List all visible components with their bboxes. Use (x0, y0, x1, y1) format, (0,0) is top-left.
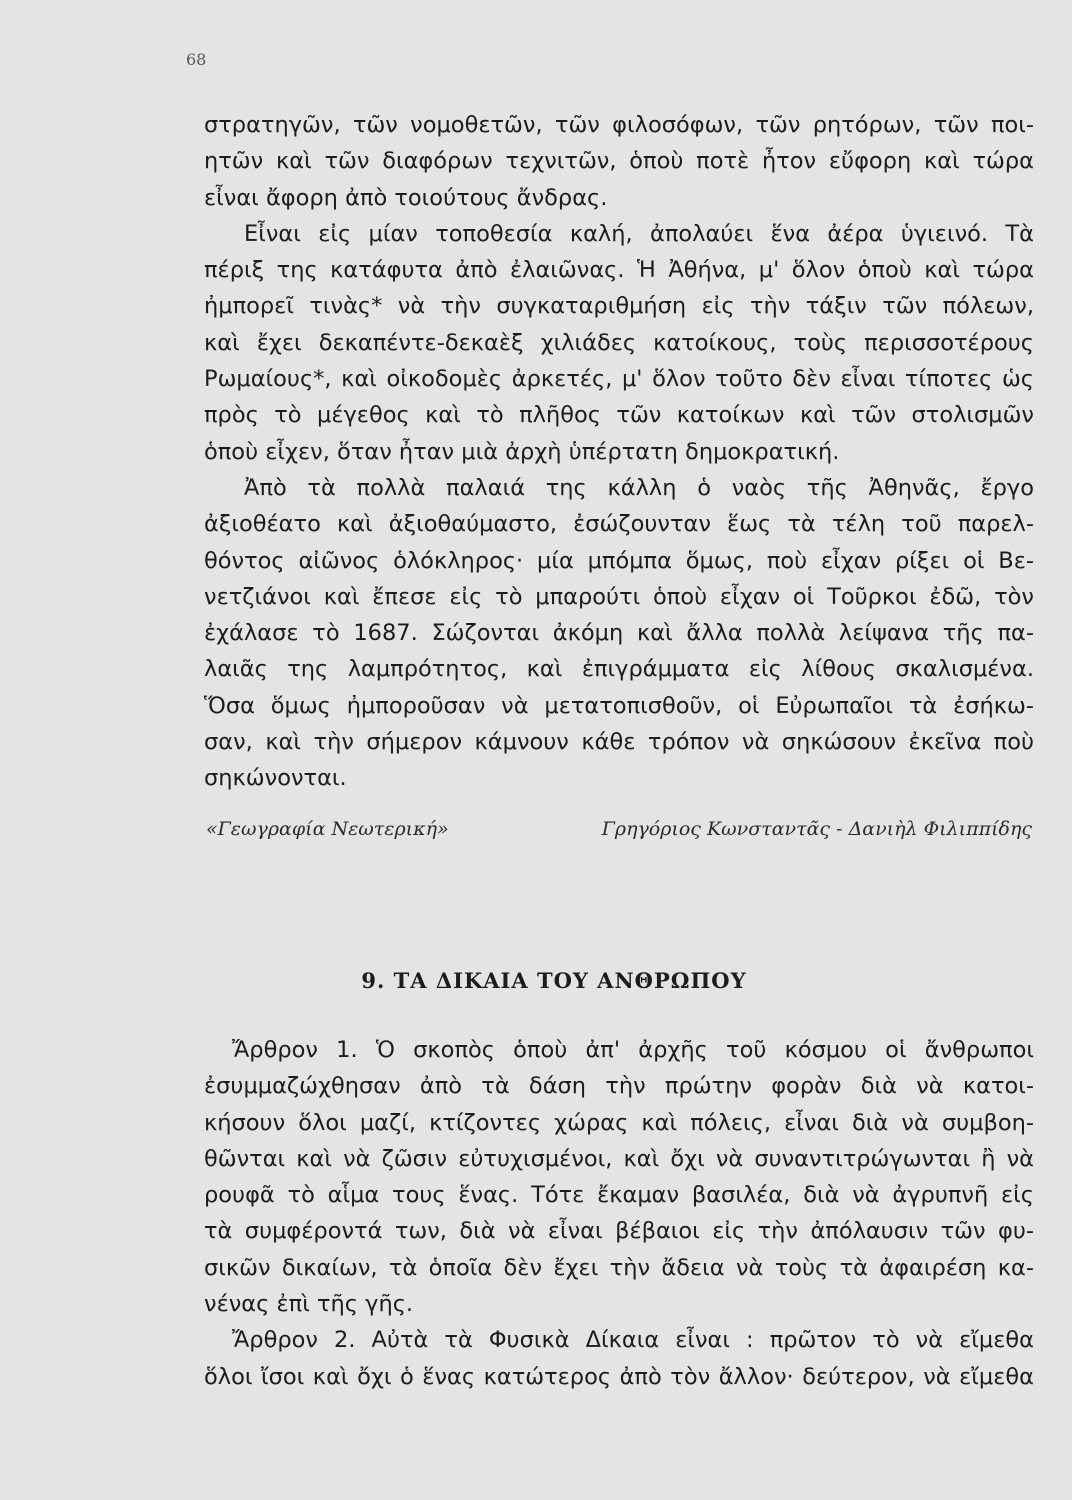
text-line: εἶναι ἄφορη ἀπὸ τοιούτους ἄνδρας. (204, 184, 608, 211)
text-line: Ρωμαίους*, καὶ οἰκοδομὲς ἀρκετές, μ' ὅλον τοῦτο δὲν εἶναι τίποτες ὡς (204, 366, 1034, 393)
passage-rights-of-man (204, 1032, 1034, 1395)
text-line: Ὅσα ὅμως ἠμποροῦσαν νὰ μετατοπισθοῦν, οἱ Εὐρωπαῖοι τὰ ἐσήκω- (204, 692, 1034, 719)
text-line: νετζιάνοι καὶ ἔπεσε εἰς τὸ μπαρούτι ὁποὺ εἶχαν οἱ Τοῦρκοι ἐδῶ, τὸν (204, 583, 1034, 610)
text-line: ρουφᾶ τὸ αἷμα τους ἕνας. Τότε ἔκαμαν βασιλέα, διὰ νὰ ἀγρυπνῆ εἰς (204, 1182, 1034, 1209)
page-number: 68 (186, 50, 207, 69)
text-line: ητῶν καὶ τῶν διαφόρων τεχνιτῶν, ὁποὺ ποτὲ ἦτον εὔφορη καὶ τώρα (204, 148, 1034, 175)
text-line: καὶ ἔχει δεκαπέντε-δεκαὲξ χιλιάδες κατοίκους, τοὺς περισσοτέρους (204, 329, 1034, 356)
text-line: Ἀπὸ τὰ πολλὰ παλαιά της κάλλη ὁ ναὸς τῆς Ἀθηνᾶς, ἔργο (244, 474, 1034, 501)
passage-athens (204, 107, 1034, 797)
text-line: ὅλοι ἴσοι καὶ ὄχι ὁ ἕνας κατώτερος ἀπὸ τὸν ἄλλον· δεύτερον, νὰ εἴμεθα (204, 1363, 1034, 1390)
text-line: σικῶν δικαίων, τὰ ὁποῖα δὲν ἔχει τὴν ἄδεια νὰ τοὺς τὰ ἀφαιρέση κα- (204, 1254, 1034, 1281)
text-line: σαν, καὶ τὴν σήμερον κάμνουν κάθε τρόπον νὰ σηκώσουν ἐκεῖνα ποὺ (204, 729, 1034, 756)
source-authors: Γρηγόριος Κωνσταντᾶς - Δανιὴλ Φιλιππίδης (601, 818, 1032, 840)
text-line: τὰ συμφέροντά των, διὰ νὰ εἶναι βέβαιοι εἰς τὴν ἀπόλαυσιν τῶν φυ- (204, 1218, 1034, 1245)
text-line: θῶνται καὶ νὰ ζῶσιν εὐτυχισμένοι, καὶ ὄχι νὰ συναντιτρώγωνται ἢ νὰ (204, 1145, 1034, 1172)
text-line: Ἄρθρον 2. Αὐτὰ τὰ Φυσικὰ Δίκαια εἶναι : πρῶτον τὸ νὰ εἴμεθα (232, 1327, 1034, 1354)
text-line: ὁποὺ εἶχεν, ὅταν ἦταν μιὰ ἀρχὴ ὑπέρτατη δημοκρατική. (204, 438, 840, 465)
text-line: πέριξ της κατάφυτα ἀπὸ ἐλαιῶνας. Ἡ Ἀθήνα, μ' ὅλον ὁποὺ καὶ τώρα (204, 257, 1034, 284)
source-citation (206, 818, 1032, 840)
text-line: λαιᾶς της λαμπρότητος, καὶ ἐπιγράμματα εἰς λίθους σκαλισμένα. (204, 656, 1034, 683)
text-line: ἀξιοθέατο καὶ ἀξιοθαύμαστο, ἐσώζουνταν ἕως τὰ τέλη τοῦ παρελ- (204, 511, 1034, 538)
text-line: στρατηγῶν, τῶν νομοθετῶν, τῶν φιλοσόφων, τῶν ρητόρων, τῶν ποι- (204, 112, 1034, 138)
text-line: θόντος αἰῶνος ὁλόκληρος· μία μπόμπα ὅμως, ποὺ εἶχαν ρίξει οἱ Βε- (204, 547, 1034, 574)
text-line: ἐχάλασε τὸ 1687. Σώζονται ἀκόμη καὶ ἄλλα πολλὰ λείψανα τῆς πα- (204, 620, 1034, 647)
text-line: νένας ἐπὶ τῆς γῆς. (204, 1291, 414, 1318)
text-line: Ἄρθρον 1. Ὁ σκοπὸς ὁποὺ ἀπ' ἀρχῆς τοῦ κόσμου οἱ ἄνθρωποι (232, 1037, 1034, 1063)
text-line: ἐσυμμαζώχθησαν ἀπὸ τὰ δάση τὴν πρώτην φορὰν διὰ νὰ κατοι- (204, 1073, 1034, 1100)
source-work-title: «Γεωγραφία Νεωτερική» (206, 818, 449, 840)
text-line: Εἶναι εἰς μίαν τοποθεσία καλή, ἀπολαύει ἕνα ἀέρα ὑγιεινό. Τὰ (244, 220, 1034, 247)
section-heading: 9. ΤΑ ΔΙΚΑΙΑ ΤΟΥ ΑΝΘΡΩΠΟΥ (361, 968, 747, 993)
text-line: κήσουν ὅλοι μαζί, κτίζοντες χώρας καὶ πόλεις, εἶναι διὰ νὰ συμβοη- (204, 1109, 1034, 1136)
text-line: ἠμπορεῖ τινὰς* νὰ τὴν συγκαταριθμήση εἰς τὴν τάξιν τῶν πόλεων, (204, 293, 1034, 320)
text-line: σηκώνονται. (204, 765, 347, 792)
text-line: πρὸς τὸ μέγεθος καὶ τὸ πλῆθος τῶν κατοίκων καὶ τῶν στολισμῶν (204, 402, 1034, 429)
